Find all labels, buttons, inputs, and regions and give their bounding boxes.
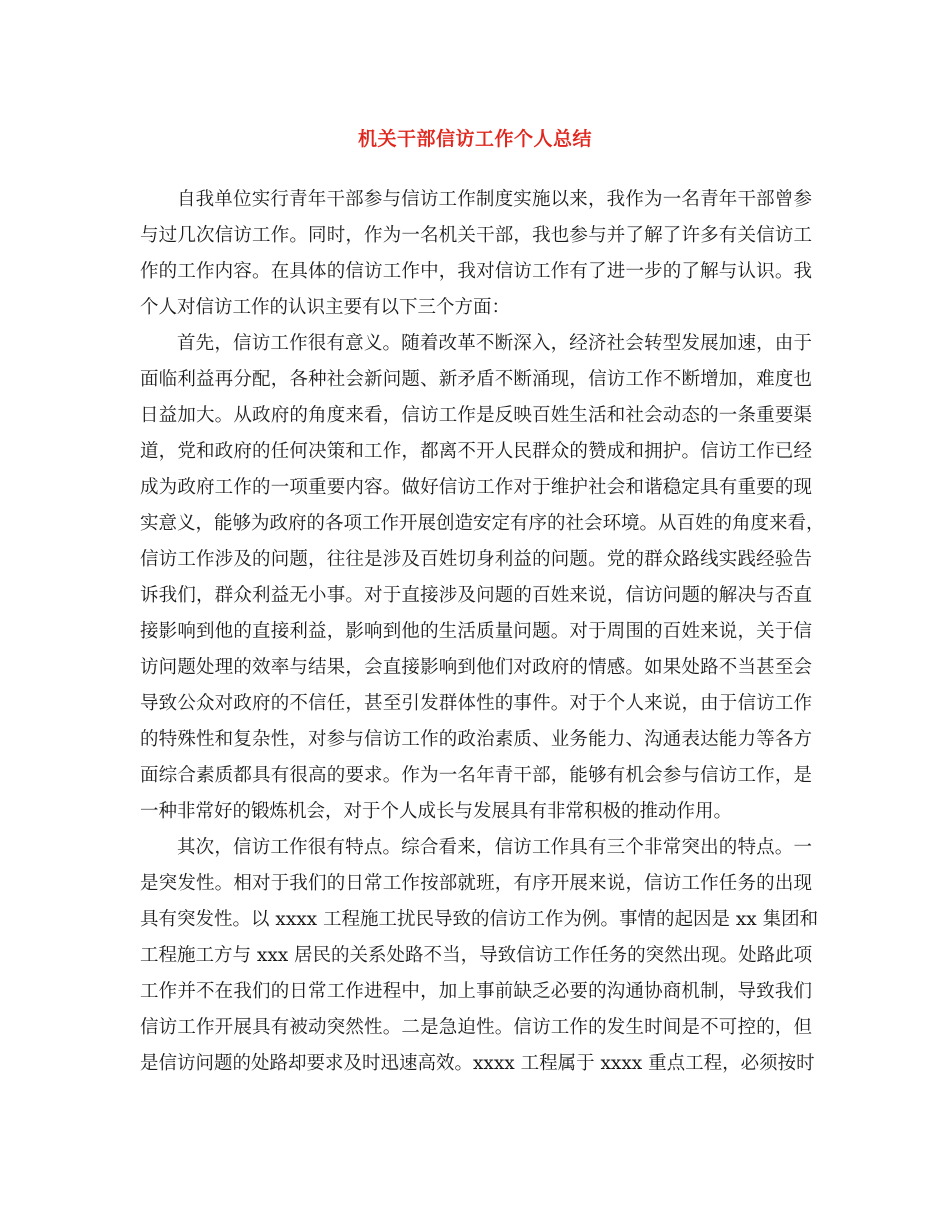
body-text-line: 的特殊性和复杂性，对参与信访工作的政治素质、业务能力、沟通表达能力等各方 (140, 729, 812, 750)
body-text-line: 道，党和政府的任何决策和工作，都离不开人民群众的赞成和拥护。信访工作已经 (140, 441, 812, 462)
body-text-line: 面综合素质都具有很高的要求。作为一名年青干部，能够有机会参与信访工作，是 (140, 765, 812, 786)
body-text-line: 个人对信访工作的认识主要有以下三个方面： (140, 297, 511, 318)
body-text-line: 工作并不在我们的日常工作进程中，加上事前缺乏必要的沟通协商机制，导致我们 (140, 981, 812, 1002)
body-text-line: 实意义，能够为政府的各项工作开展创造安定有序的社会环境。从百姓的角度来看， (140, 513, 825, 534)
body-text-line: 具有突发性。以 xxxx 工程施工扰民导致的信访工作为例。事情的起因是 xx 集团和 (140, 909, 819, 930)
body-text-line: 是信访问题的处路却要求及时迅速高效。xxxx 工程属于 xxxx 重点工程，必须按时 (140, 1053, 815, 1074)
body-text-line: 导致公众对政府的不信任，甚至引发群体性的事件。对于个人来说，由于信访工作 (140, 693, 812, 714)
body-text-line: 自我单位实行青年干部参与信访工作制度实施以来，我作为一名青年干部曾参 (177, 189, 812, 210)
body-text-line: 与过几次信访工作。同时，作为一名机关干部，我也参与并了解了许多有关信访工 (140, 225, 812, 246)
body-text-line: 是突发性。相对于我们的日常工作按部就班，有序开展来说，信访工作任务的出现 (140, 873, 812, 894)
body-text-line: 诉我们，群众利益无小事。对于直接涉及问题的百姓来说，信访问题的解决与否直 (140, 585, 812, 606)
document-title: 机关干部信访工作个人总结 (357, 128, 592, 150)
body-text-line: 面临利益再分配，各种社会新问题、新矛盾不断涌现，信访工作不断增加，难度也 (140, 369, 812, 390)
body-text-line: 首先，信访工作很有意义。随着改革不断深入，经济社会转型发展加速，由于 (177, 333, 812, 354)
body-text-line: 信访工作涉及的问题，往往是涉及百姓切身利益的问题。党的群众路线实践经验告 (140, 549, 812, 570)
body-text-line: 接影响到他的直接利益，影响到他的生活质量问题。对于周围的百姓来说，关于信 (140, 621, 812, 642)
body-text-line: 工程施工方与 xxx 居民的关系处路不当，导致信访工作任务的突然出现。处路此项 (140, 945, 813, 966)
body-text-line: 作的工作内容。在具体的信访工作中，我对信访工作有了进一步的了解与认识。我 (140, 261, 812, 282)
body-text-line: 成为政府工作的一项重要内容。做好信访工作对于维护社会和谐稳定具有重要的现 (140, 477, 812, 498)
body-text-line: 其次，信访工作很有特点。综合看来，信访工作具有三个非常突出的特点。一 (177, 837, 812, 858)
body-text-line: 一种非常好的锻炼机会，对于个人成长与发展具有非常积极的推动作用。 (140, 801, 733, 822)
body-text-line: 日益加大。从政府的角度来看，信访工作是反映百姓生活和社会动态的一条重要渠 (140, 405, 812, 426)
body-text-line: 信访工作开展具有被动突然性。二是急迫性。信访工作的发生时间是不可控的，但 (140, 1017, 812, 1038)
document-body (140, 182, 825, 1082)
body-text-line: 访问题处理的效率与结果，会直接影响到他们对政府的情感。如果处路不当甚至会 (140, 657, 812, 678)
